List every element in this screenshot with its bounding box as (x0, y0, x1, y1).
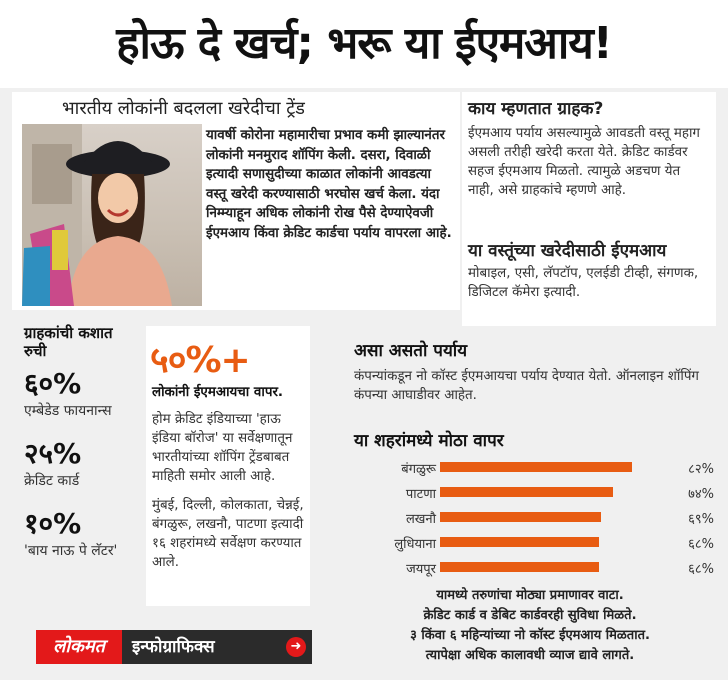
bar-value-label: ८२% (688, 462, 714, 477)
bar (440, 487, 613, 497)
lokmat-logo (36, 630, 312, 664)
headline: होऊ दे खर्च; भरू या ईएमआय! (0, 0, 728, 88)
bar-track (440, 487, 674, 497)
customers-text: ईएमआय पर्याय असल्यामुळे आवडती वस्तू महाग असली तरीही खरेदी करता येते. क्रेडिट कार्डवर सहज ईएमआय मिळतो. त्यामुळे अडचण येत नाही, असे ग्राहकांचे म्हणणे आहे. (468, 126, 700, 198)
option-text: कंपन्यांकडून नो कॉस्ट ईएमआयचा पर्याय देण्यात येतो. ऑनलाइन शॉपिंग कंपन्या आघाडीवर आहेत. (354, 369, 699, 403)
bar-category-label: लुधियाना (394, 537, 436, 552)
bar-track (440, 462, 674, 472)
bar (440, 462, 632, 472)
bar-row (354, 531, 714, 553)
woman-shopping-illustration (22, 124, 202, 306)
footer-line: त्यापेक्षा अधिक कालावधी व्याज द्यावे लागते. (425, 648, 635, 663)
arrow-icon: ➜ (286, 637, 306, 657)
bar-track (440, 562, 674, 572)
stat-label: एम्बेडेड फायनान्स (24, 403, 112, 419)
brand-tag-text: इन्फोग्राफिक्स (132, 637, 215, 657)
bar-value-label: ६८% (688, 537, 714, 552)
survey-paragraph: होम क्रेडिट इंडियाच्या 'हाऊ इंडिया बॉरोज' या सर्वेक्षणातून भारतीयांच्या शॉपिंग ट्रेंडबाबत माहिती समोर आली आहे. (152, 412, 293, 484)
survey-paragraph: मुंबई, दिल्ली, कोलकाता, चेन्नई, बंगळुरू, लखनौ, पाटणा इत्यादी १६ शहरांमध्ये सर्वेक्षण करण्यात आले. (152, 498, 304, 570)
stat-value: २५% (24, 437, 82, 470)
option-heading: असा असतो पर्याय (354, 341, 468, 361)
interest-column (24, 324, 134, 560)
bar (440, 562, 599, 572)
subhead: भारतीय लोकांनी बदलला खरेदीचा ट्रेंड (62, 98, 305, 119)
bar-value-label: ७४% (688, 487, 714, 502)
intro-text: यावर्षी कोरोना महामारीचा प्रभाव कमी झाल्यानंतर लोकांनी मनमुराद शॉपिंग केली. दसरा, दिवाळी इत्यादी सणासुदीच्या काळात लोकांनी आवडत्या वस्तू खरेदी करण्यासाठी भरघोस खर्च केला. यंदा निम्म्याहून अधिक लोकांनी रोख पैसे देण्याऐवजी ईएमआय किंवा क्रेडिट कार्डचा पर्याय वापरला आहे. (206, 128, 452, 241)
bar-row (354, 556, 714, 578)
customers-heading: काय म्हणतात ग्राहक? (468, 99, 604, 119)
shopper-photo (22, 124, 202, 306)
bar-category-label: पाटणा (405, 487, 436, 502)
footer-line: क्रेडिट कार्ड व डेबिट कार्डवरही सुविधा मिळते. (423, 608, 637, 623)
footer-notes (354, 586, 706, 666)
footer-line: ३ किंवा ६ महिन्यांच्या नो कॉस्ट ईएमआय मिळतात. (410, 628, 650, 643)
brand-tag (122, 630, 312, 664)
survey-card (146, 326, 310, 606)
bar-category-label: बंगळुरू (401, 462, 436, 477)
bar (440, 537, 599, 547)
bar-row (354, 506, 714, 528)
stat-value: १०% (24, 507, 82, 540)
bar-row (354, 456, 714, 478)
bar-value-label: ६९% (688, 512, 714, 527)
bar-track (440, 537, 674, 547)
survey-subtitle: लोकांनी ईएमआयचा वापर. (152, 385, 284, 400)
footer-line: यामध्ये तरुणांचा मोठ्या प्रमाणावर वाटा. (436, 588, 624, 603)
bar-track (440, 512, 674, 522)
bar-category-label: जयपूर (406, 562, 436, 577)
bar-category-label: लखनौ (405, 512, 436, 527)
stat-value: ६०% (24, 367, 82, 400)
brand-name: लोकमत (36, 630, 122, 664)
items-heading: या वस्तूंच्या खरेदीसाठी ईएमआय (468, 241, 667, 261)
option-box (354, 338, 706, 405)
bar-value-label: ६८% (688, 562, 714, 577)
stat-label: क्रेडिट कार्ड (24, 473, 80, 489)
stat-label: 'बाय नाऊ पे लॅटर' (24, 543, 118, 559)
interest-heading: ग्राहकांची कशात रुची (24, 324, 113, 360)
bar-row (354, 481, 714, 503)
bar (440, 512, 601, 522)
items-text: मोबाइल, एसी, लॅपटॉप, एलईडी टीव्ही, संगणक, डिजिटल कॅमेरा इत्यादी. (468, 266, 699, 300)
chart-title: या शहरांमध्ये मोठा वापर (354, 431, 504, 451)
survey-big-number: ५०%+ (150, 340, 250, 381)
